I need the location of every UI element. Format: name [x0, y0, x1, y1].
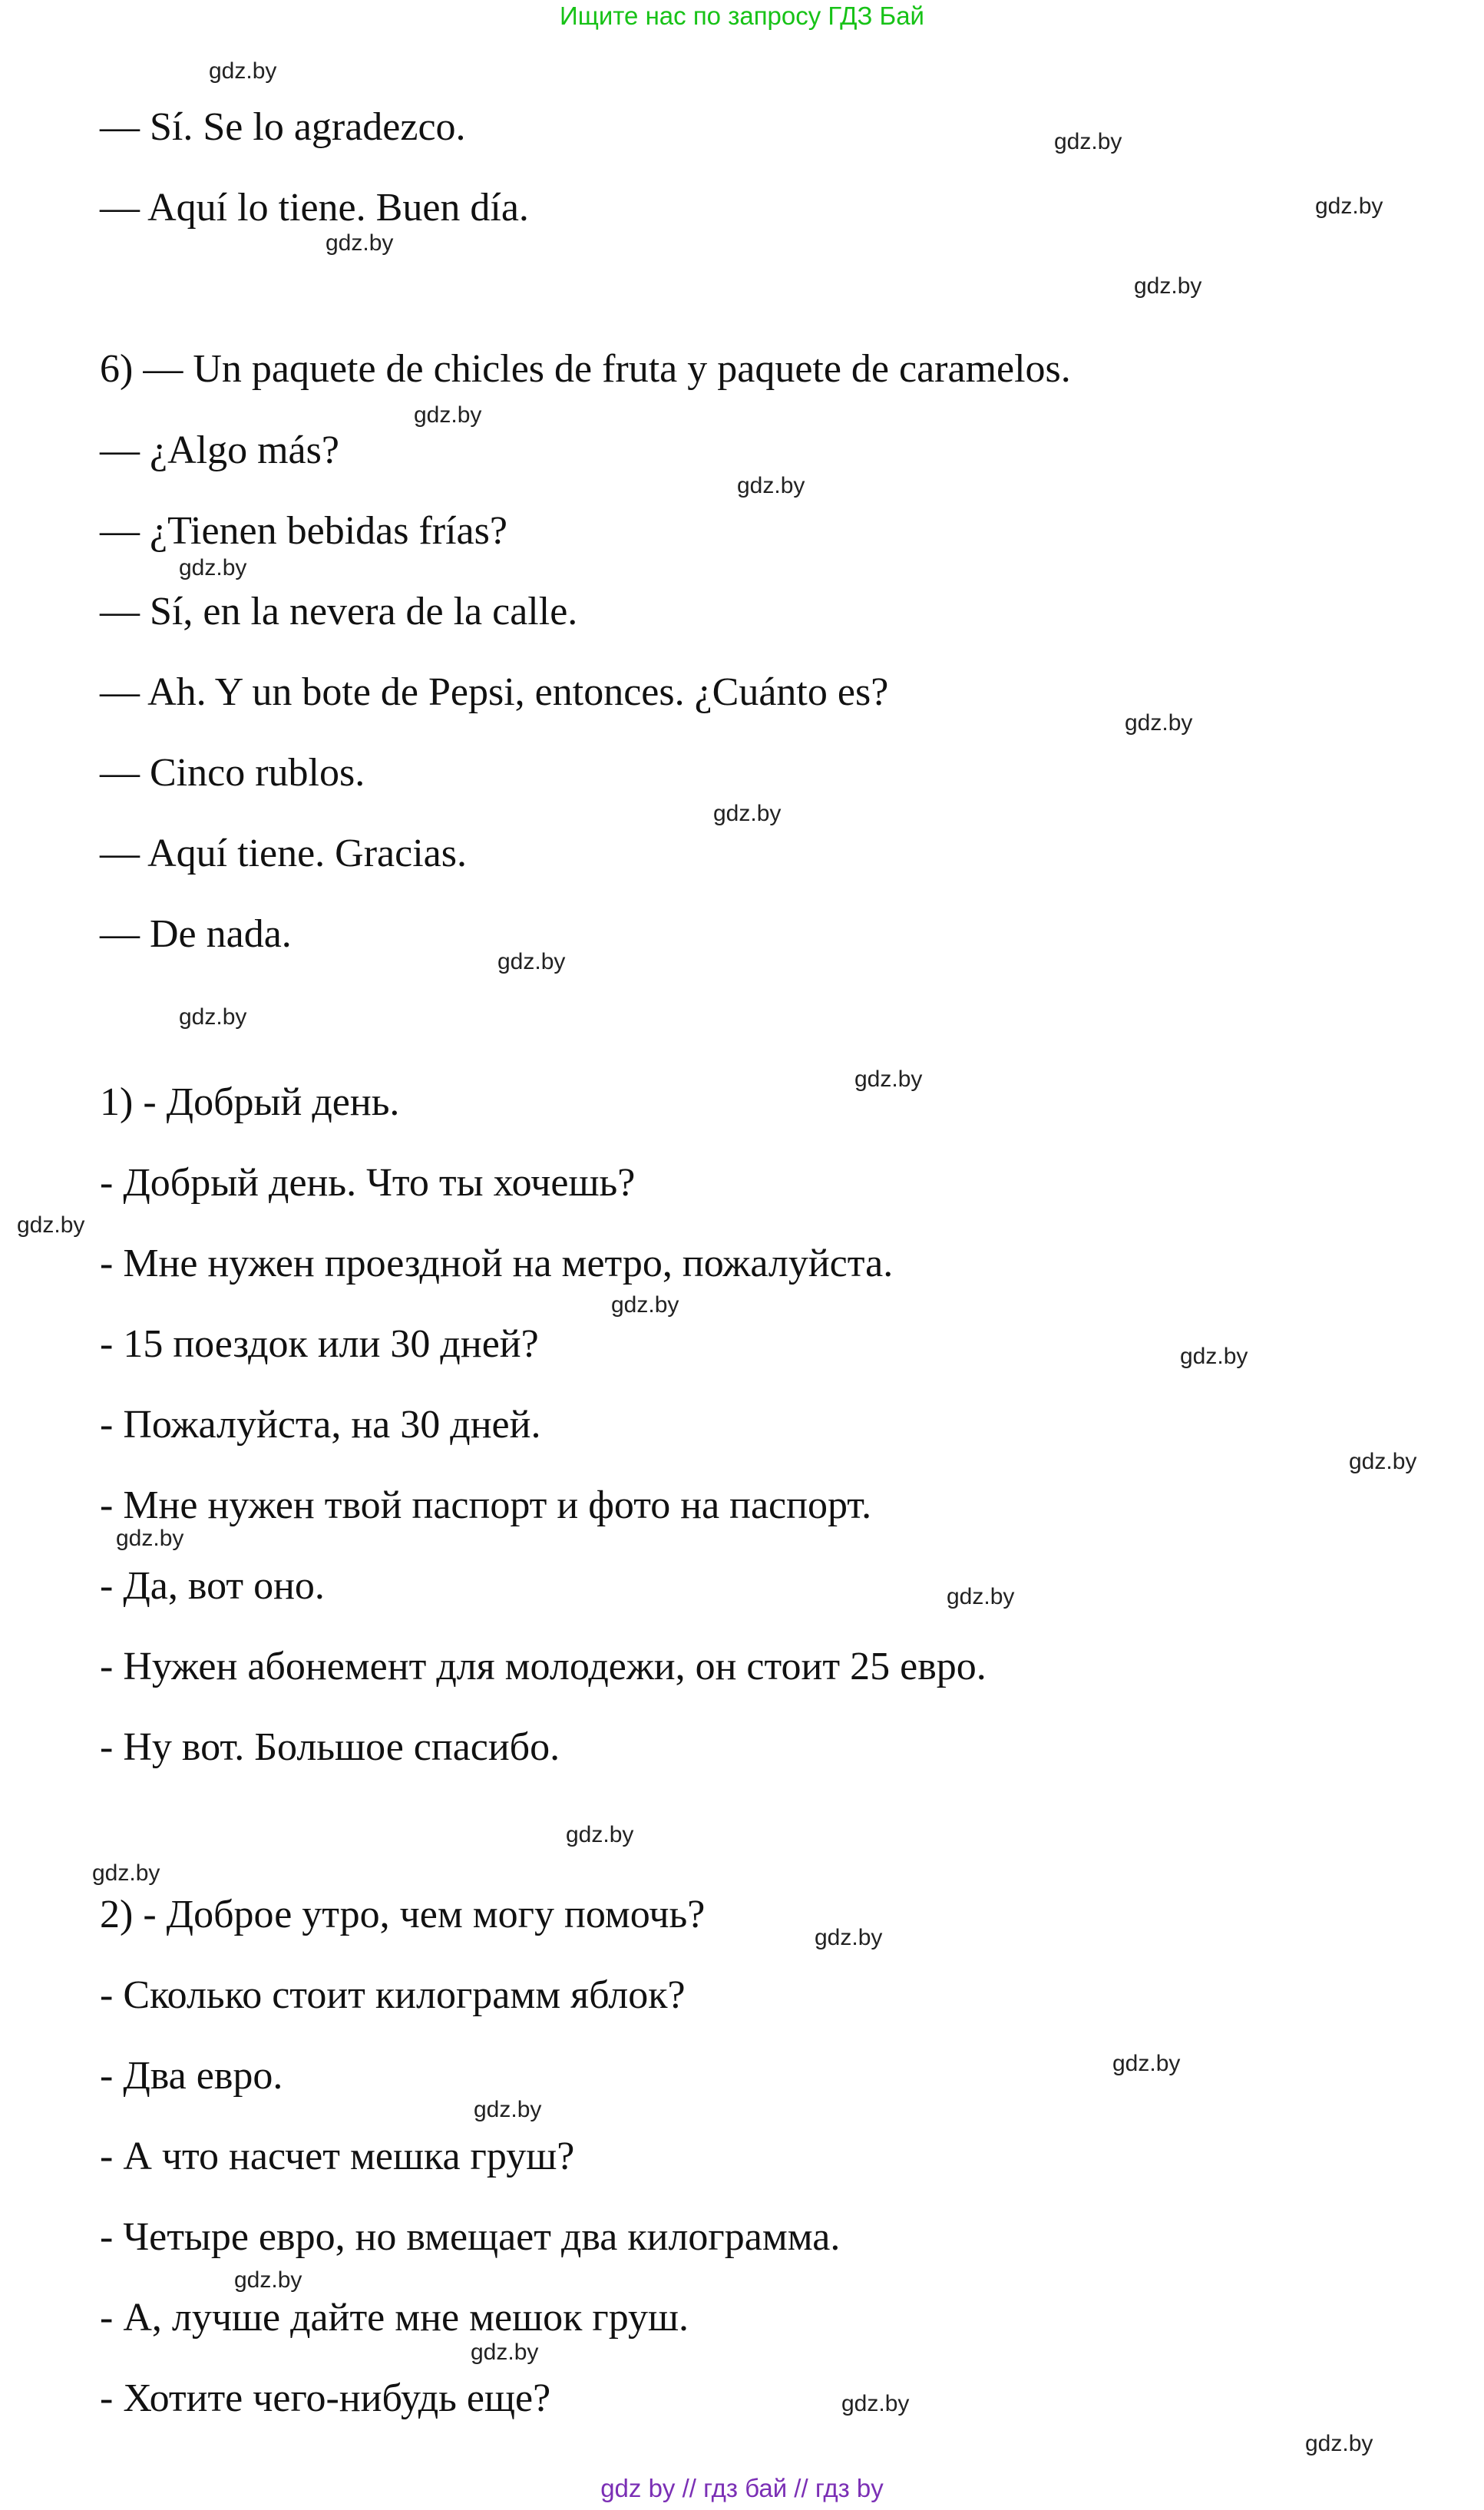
translation-line: - 15 поездок или 30 дней?	[100, 1322, 539, 1366]
watermark: gdz.by	[1180, 1344, 1248, 1369]
footer-links: gdz by // гдз бай // гдз by	[600, 2474, 884, 2502]
watermark: gdz.by	[474, 2097, 542, 2122]
translation-line: - А, лучше дайте мне мешок груш.	[100, 2296, 689, 2340]
translation-line: - Мне нужен проездной на метро, пожалуйста.	[100, 1242, 894, 1285]
watermark: gdz.by	[815, 1925, 883, 1950]
dialog-line: — Cinco rublos.	[100, 751, 365, 795]
watermark: gdz.by	[1125, 710, 1193, 736]
translation-line: - Нужен абонемент для молодежи, он стоит 25 евро.	[100, 1645, 987, 1688]
translation-line: - Хотите чего-нибудь еще?	[100, 2376, 551, 2420]
dialog-line: — ¿Algo más?	[100, 428, 339, 472]
translation-line: - Два евро.	[100, 2054, 283, 2098]
watermark: gdz.by	[713, 801, 782, 826]
watermark: gdz.by	[611, 1292, 679, 1318]
watermark: gdz.by	[1054, 129, 1122, 154]
translation-line: - Ну вот. Большое спасибо.	[100, 1725, 560, 1769]
watermark: gdz.by	[17, 1212, 85, 1238]
watermark: gdz.by	[179, 555, 247, 580]
watermark: gdz.by	[179, 1004, 247, 1030]
watermark: gdz.by	[1349, 1449, 1417, 1474]
watermark: gdz.by	[566, 1822, 634, 1847]
watermark: gdz.by	[1305, 2431, 1373, 2456]
translation-line: - Добрый день. Что ты хочешь?	[100, 1161, 636, 1205]
watermark: gdz.by	[497, 949, 566, 974]
watermark: gdz.by	[209, 58, 277, 84]
watermark: gdz.by	[947, 1584, 1015, 1609]
watermark: gdz.by	[92, 1860, 160, 1886]
watermark: gdz.by	[471, 2340, 539, 2365]
watermark: gdz.by	[326, 230, 394, 256]
dialog-line: — Aquí lo tiene. Buen día.	[100, 186, 529, 230]
translation-2-heading: 2) - Доброе утро, чем могу помочь?	[100, 1893, 706, 1936]
dialog-line: — Sí. Se lo agradezco.	[100, 105, 466, 149]
header-search-hint: Ищите нас по запросу ГДЗ Бай	[560, 2, 924, 30]
watermark: gdz.by	[1112, 2051, 1181, 2076]
watermark: gdz.by	[1134, 273, 1202, 299]
translation-line: - А что насчет мешка груш?	[100, 2135, 575, 2178]
dialog-line: — Ah. Y un bote de Pepsi, entonces. ¿Cuánto es?	[100, 670, 889, 714]
watermark: gdz.by	[116, 1526, 184, 1551]
translation-line: - Пожалуйста, на 30 дней.	[100, 1403, 541, 1447]
translation-line: - Мне нужен твой паспорт и фото на паспорт.	[100, 1483, 872, 1527]
dialog-line: — Sí, en la nevera de la calle.	[100, 590, 578, 633]
translation-line: - Четыре евро, но вмещает два килограмма.	[100, 2215, 841, 2259]
watermark: gdz.by	[234, 2267, 302, 2293]
translation-line: - Да, вот оно.	[100, 1564, 325, 1608]
watermark: gdz.by	[841, 2391, 910, 2416]
watermark: gdz.by	[1315, 193, 1383, 219]
watermark: gdz.by	[414, 402, 482, 428]
watermark: gdz.by	[854, 1067, 923, 1092]
dialog-6-heading: 6) — Un paquete de chicles de fruta y paquete de caramelos.	[100, 347, 1071, 391]
dialog-line: — De nada.	[100, 912, 292, 956]
translation-line: - Сколько стоит килограмм яблок?	[100, 1973, 686, 2017]
dialog-line: — Aquí tiene. Gracias.	[100, 832, 467, 875]
watermark: gdz.by	[737, 473, 805, 498]
translation-1-heading: 1) - Добрый день.	[100, 1080, 400, 1124]
dialog-line: — ¿Tienen bebidas frías?	[100, 509, 507, 553]
